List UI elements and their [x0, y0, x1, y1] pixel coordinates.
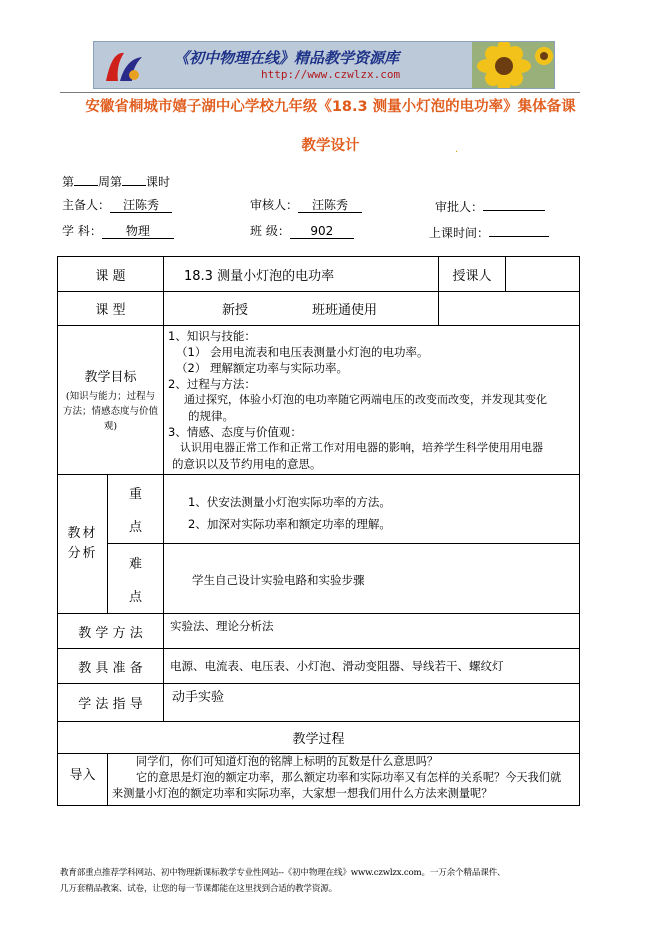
intro-line: 来测量小灯泡的额定功率和实际功率，大家想一想我们用什么方法来测量呢？: [112, 787, 493, 800]
difficulty-label-cell: [107, 543, 164, 614]
method-value: 实验法、理论分析法: [163, 613, 580, 649]
analysis-label-cell: [57, 474, 108, 614]
subject-field: [62, 222, 174, 239]
type-extra-cell: [438, 291, 580, 326]
preparer-field: [62, 196, 172, 213]
goal-line: 2、过程与方法：: [168, 377, 256, 391]
sunflower-icon: [472, 42, 555, 88]
method-label: 教 学 方 法: [57, 613, 164, 649]
reviewer-field: [250, 196, 362, 213]
intro-content: [107, 753, 580, 806]
preparer-value: 汪陈秀: [110, 198, 172, 213]
diff-label-2: 点: [128, 589, 142, 605]
goals-content: [163, 325, 580, 475]
key-points-label-cell: [107, 474, 164, 544]
intro-label: 导入: [69, 768, 96, 783]
footer-line-1: 教育部重点推荐学科网站、初中物理新课标教学专业性网站--《初中物理在线》www.czwlzx.com。一万余个精品课件、: [60, 868, 506, 878]
class-time-field: [429, 222, 549, 241]
goal-line: 1、知识与技能：: [168, 329, 256, 343]
header-rule: [60, 92, 580, 93]
analysis-label: 教材分析: [67, 526, 98, 561]
week-prefix: 第: [62, 175, 75, 189]
week-blank: [74, 171, 98, 186]
document-title: 安徽省桐城市嬉子湖中心学校九年级《18.3 测量小灯泡的电功率》集体备课: [85, 99, 576, 115]
site-banner: [93, 41, 555, 89]
czwlzx-logo-icon: [102, 47, 146, 85]
class-field: [250, 222, 354, 239]
subject-label: 学 科：: [62, 224, 102, 238]
goal-line: 的规律。: [188, 409, 234, 423]
tools-label: 教 具 准 备: [57, 648, 164, 684]
key-points-content: [163, 474, 580, 544]
reviewer-label: 审核人：: [250, 198, 299, 212]
banner-title: 《初中物理在线》精品教学资源库: [174, 49, 400, 67]
key-label-2: 点: [128, 520, 142, 535]
class-time-label: 上课时间：: [429, 226, 490, 240]
difficulty-content: 学生自己设计实验电路和实验步骤: [163, 543, 580, 614]
goals-sublabel: (知识与能力；过程与方法；情感态度与价值观): [62, 391, 158, 432]
key-label-1: 重: [128, 487, 142, 502]
goal-line: 的意识以及节约用电的意思。: [172, 457, 322, 471]
period-blank: [122, 171, 146, 186]
key-point: 2、加深对实际功率和额定功率的理解。: [188, 517, 391, 531]
goal-line: （2） 理解额定功率与实际功率。: [176, 361, 348, 375]
teacher-value: [505, 256, 580, 292]
study-label: 学 法 指 导: [57, 683, 164, 722]
intro-line: 它的意思是灯泡的额定功率，那么额定功率和实际功率又有怎样的关系呢？今天我们就: [136, 771, 562, 784]
reviewer-value: 汪陈秀: [298, 198, 362, 213]
lesson-plan-table: [57, 256, 580, 806]
footer-note: [60, 865, 600, 897]
approver-field: [435, 196, 545, 215]
topic-value: 18.3 测量小灯泡的电功率: [163, 256, 439, 292]
week-label: 周第: [98, 175, 123, 189]
type-value: 新授: [222, 303, 249, 318]
banner-url[interactable]: http://www.czwlzx.com: [261, 68, 401, 81]
period-label: 课时: [146, 175, 171, 189]
week-period-line: [62, 171, 170, 190]
intro-line: 同学们，你们可知道灯泡的铭牌上标明的瓦数是什么意思吗？: [136, 755, 439, 768]
key-point: 1、伏安法测量小灯泡实际功率的方法。: [188, 495, 391, 509]
preparer-label: 主备人：: [62, 198, 111, 212]
type-label: 课 型: [57, 291, 164, 326]
document-subtitle: 教学设计: [301, 138, 360, 154]
study-value: 动手实验: [163, 683, 580, 722]
footer-line-2: 几万套精品教案、试卷，让您的每一节课都能在这里找到合适的教学资源。: [60, 884, 337, 894]
goal-line: 通过探究，体验小灯泡的电功率随它两端电压的改变而改变，并发现其变化: [184, 393, 547, 406]
goal-line: 认识用电器正常工作和正常工作对用电器的影响，培养学生科学使用用电器: [180, 441, 543, 454]
subject-value: 物理: [102, 224, 174, 239]
intro-label-cell: [57, 753, 108, 806]
diff-label-1: 难: [128, 556, 142, 572]
approver-label: 审批人：: [435, 200, 484, 214]
type-cell: [163, 291, 439, 326]
goals-label-cell: [57, 325, 164, 475]
class-label: 班 级：: [250, 224, 290, 238]
tools-value: 电源、电流表、电压表、小灯泡、滑动变阻器、导线若干、螺纹灯: [163, 648, 580, 684]
goal-line: 3、情感、态度与价值观：: [168, 425, 302, 439]
process-header: 教学过程: [57, 721, 580, 754]
goal-line: （1） 会用电流表和电压表测量小灯泡的电功率。: [176, 345, 429, 359]
usage-value: 班班通使用: [312, 303, 378, 318]
teacher-label: 授课人: [438, 256, 506, 292]
class-time-blank: [489, 222, 549, 237]
stray-dot: .: [455, 144, 459, 155]
approver-blank: [483, 196, 545, 211]
class-value: 902: [290, 224, 354, 239]
goals-label: 教学目标: [84, 370, 137, 385]
topic-label: 课 题: [57, 256, 164, 292]
